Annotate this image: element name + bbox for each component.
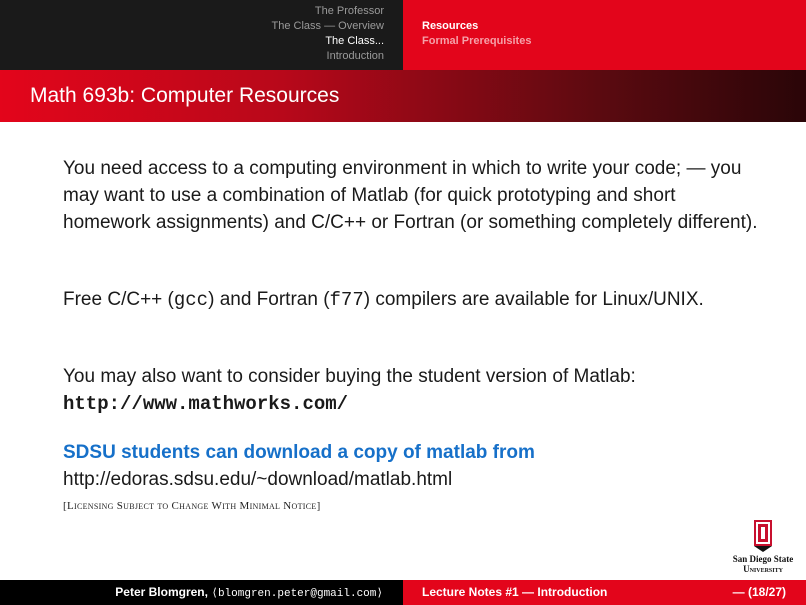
author-email: ⟨blomgren.peter@gmail.com⟩ (211, 588, 383, 600)
footer-author (115, 585, 383, 600)
author-name: Peter Blomgren, (115, 585, 208, 599)
compilers-text-a: Free C/C++ ( (63, 289, 174, 310)
paragraph-computing-environment: You need access to a computing environment in which to write your code; — you may want to use a combination of Matlab (for quick prototyping and short homework assignments) and C/C++ or Fortran (or something completely different). (63, 158, 758, 233)
slide-title: Math 693b: Computer Resources (30, 84, 340, 107)
slide-title-bar (0, 70, 806, 122)
paragraph-compilers (63, 286, 763, 314)
sdsu-logo (723, 518, 803, 572)
footer-lecture-title: Lecture Notes #1 — Introduction (422, 585, 608, 599)
nav-section-overview[interactable]: The Class — Overview (271, 20, 384, 32)
licensing-notice: [Licensing Subject to Change With Minimal Notice] (63, 500, 321, 512)
footer-lecture-area (403, 580, 806, 605)
compilers-text-c: ) compilers are available for Linux/UNIX. (363, 289, 704, 310)
nav-subsection-prerequisites[interactable]: Formal Prerequisites (422, 35, 532, 47)
footer-author-area (0, 580, 403, 605)
logo-line1: San Diego State (732, 554, 794, 564)
subsection-nav (403, 0, 806, 70)
section-nav (0, 0, 403, 70)
sdsu-shield-icon (723, 518, 803, 554)
nav-section-class[interactable]: The Class... (325, 35, 384, 47)
paragraph-sdsu-download (63, 439, 763, 493)
nav-section-professor[interactable]: The Professor (314, 5, 384, 17)
student-matlab-text: You may also want to consider buying the student version of Matlab: (63, 366, 636, 387)
compilers-text-b: ) and Fortran ( (208, 289, 330, 310)
f77-code: f77 (329, 289, 364, 311)
mathworks-link[interactable]: http://www.mathworks.com/ (63, 393, 349, 415)
sdsu-download-heading: SDSU students can download a copy of matlab from (63, 442, 535, 463)
sdsu-download-link[interactable]: http://edoras.sdsu.edu/~download/matlab.html (63, 469, 453, 490)
nav-subsection-resources[interactable]: Resources (422, 20, 479, 32)
footer-page-number: — (18/27) (732, 585, 786, 599)
logo-line2: University (743, 564, 783, 574)
paragraph-student-matlab (63, 363, 763, 418)
gcc-code: gcc (173, 289, 209, 311)
footer-bar (0, 580, 806, 605)
nav-section-introduction[interactable]: Introduction (326, 50, 384, 62)
navigation-bar (0, 0, 806, 70)
